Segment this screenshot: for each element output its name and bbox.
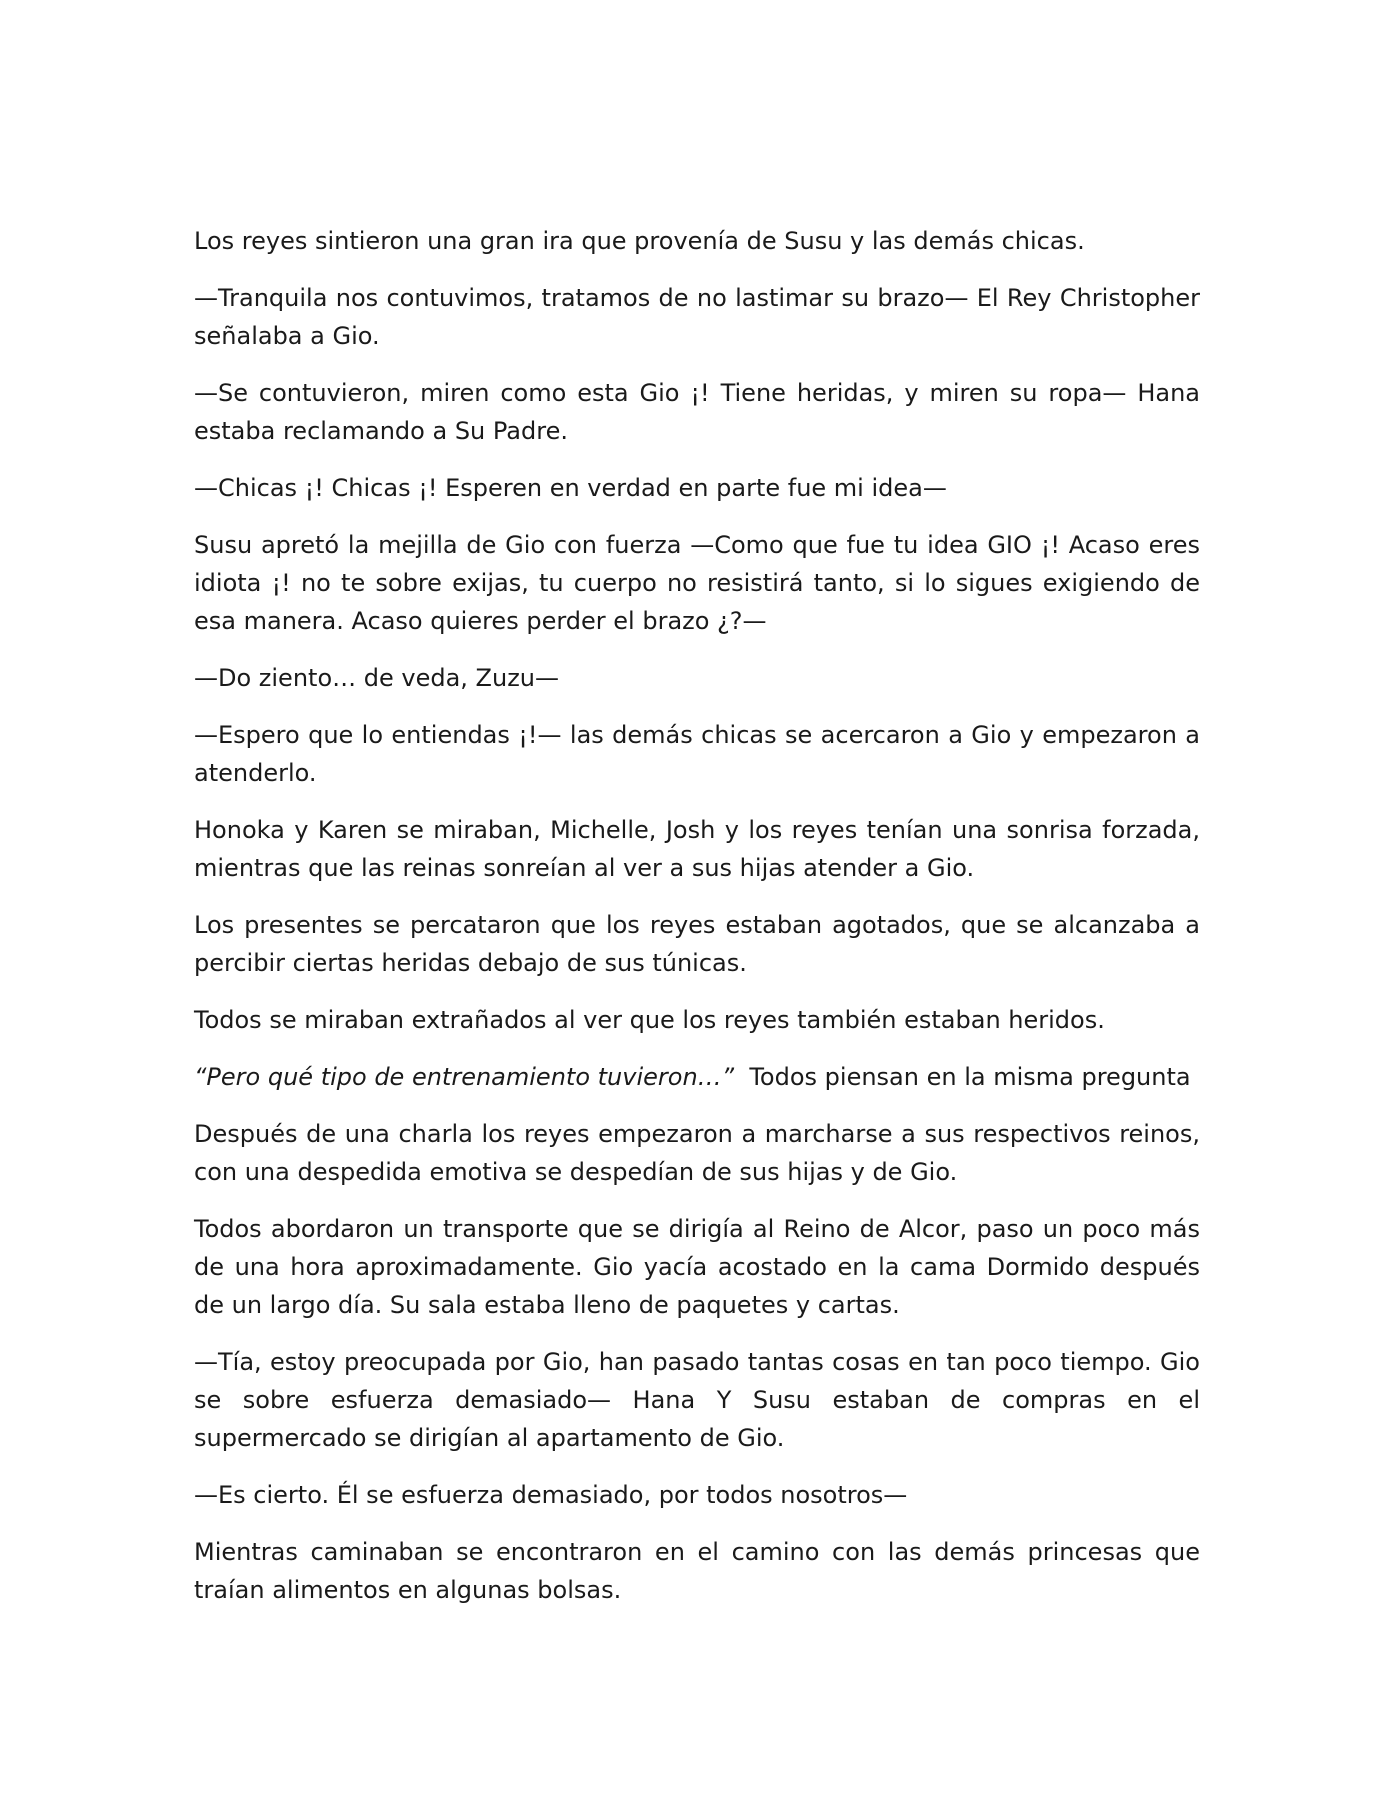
paragraph: Mientras caminaban se encontraron en el camino con las demás princesas que traían alimentos en algunas bolsas. — [194, 1538, 1200, 1604]
paragraph: Después de una charla los reyes empezaron a marcharse a sus respectivos reinos, con una despedida emotiva se despedían de sus hijas y de Gio. — [194, 1120, 1200, 1186]
paragraph: —Se contuvieron, miren como esta Gio ¡! Tiene heridas, y miren su ropa— Hana estaba reclamando a Su Padre. — [194, 379, 1200, 445]
paragraph-italic-thought — [194, 1058, 1200, 1096]
quote-continuation: Todos piensan en la misma pregunta — [734, 1063, 1191, 1091]
paragraph: —Espero que lo entiendas ¡!— las demás chicas se acercaron a Gio y empezaron a atenderlo. — [194, 721, 1200, 787]
paragraph: Los presentes se percataron que los reyes estaban agotados, que se alcanzaba a percibir ciertas heridas debajo de sus túnicas. — [194, 911, 1200, 977]
paragraph: Los reyes sintieron una gran ira que provenía de Susu y las demás chicas. — [194, 227, 1085, 255]
paragraph: Todos se miraban extrañados al ver que los reyes también estaban heridos. — [194, 1006, 1105, 1034]
paragraph: —Do ziento… de veda, Zuzu— — [194, 664, 560, 692]
paragraph: —Tranquila nos contuvimos, tratamos de no lastimar su brazo— El Rey Christopher señalaba a Gio. — [194, 284, 1200, 350]
document-body — [194, 222, 1200, 1609]
paragraph: —Chicas ¡! Chicas ¡! Esperen en verdad en parte fue mi idea— — [194, 474, 947, 502]
paragraph: Todos abordaron un transporte que se dirigía al Reino de Alcor, paso un poco más de una hora aproximadamente. Gio yacía acostado en la cama Dormido después de un largo día. Su sala estaba lleno de paquetes y cartas. — [194, 1215, 1200, 1319]
paragraph: —Tía, estoy preocupada por Gio, han pasado tantas cosas en tan poco tiempo. Gio se sobre esfuerza demasiado— Hana Y Susu estaban de compras en el supermercado se dirigían al apartamento de Gio. — [194, 1348, 1200, 1452]
paragraph: —Es cierto. Él se esfuerza demasiado, por todos nosotros— — [194, 1481, 908, 1509]
paragraph: Honoka y Karen se miraban, Michelle, Josh y los reyes tenían una sonrisa forzada, mientras que las reinas sonreían al ver a sus hijas atender a Gio. — [194, 816, 1200, 882]
paragraph: Susu apretó la mejilla de Gio con fuerza —Como que fue tu idea GIO ¡! Acaso eres idiota ¡! no te sobre exijas, tu cuerpo no resistirá tanto, si lo sigues exigiendo de esa manera. Acaso quieres perder el brazo ¿?— — [194, 531, 1200, 635]
italic-quote: “Pero qué tipo de entrenamiento tuvieron…” — [194, 1063, 735, 1091]
